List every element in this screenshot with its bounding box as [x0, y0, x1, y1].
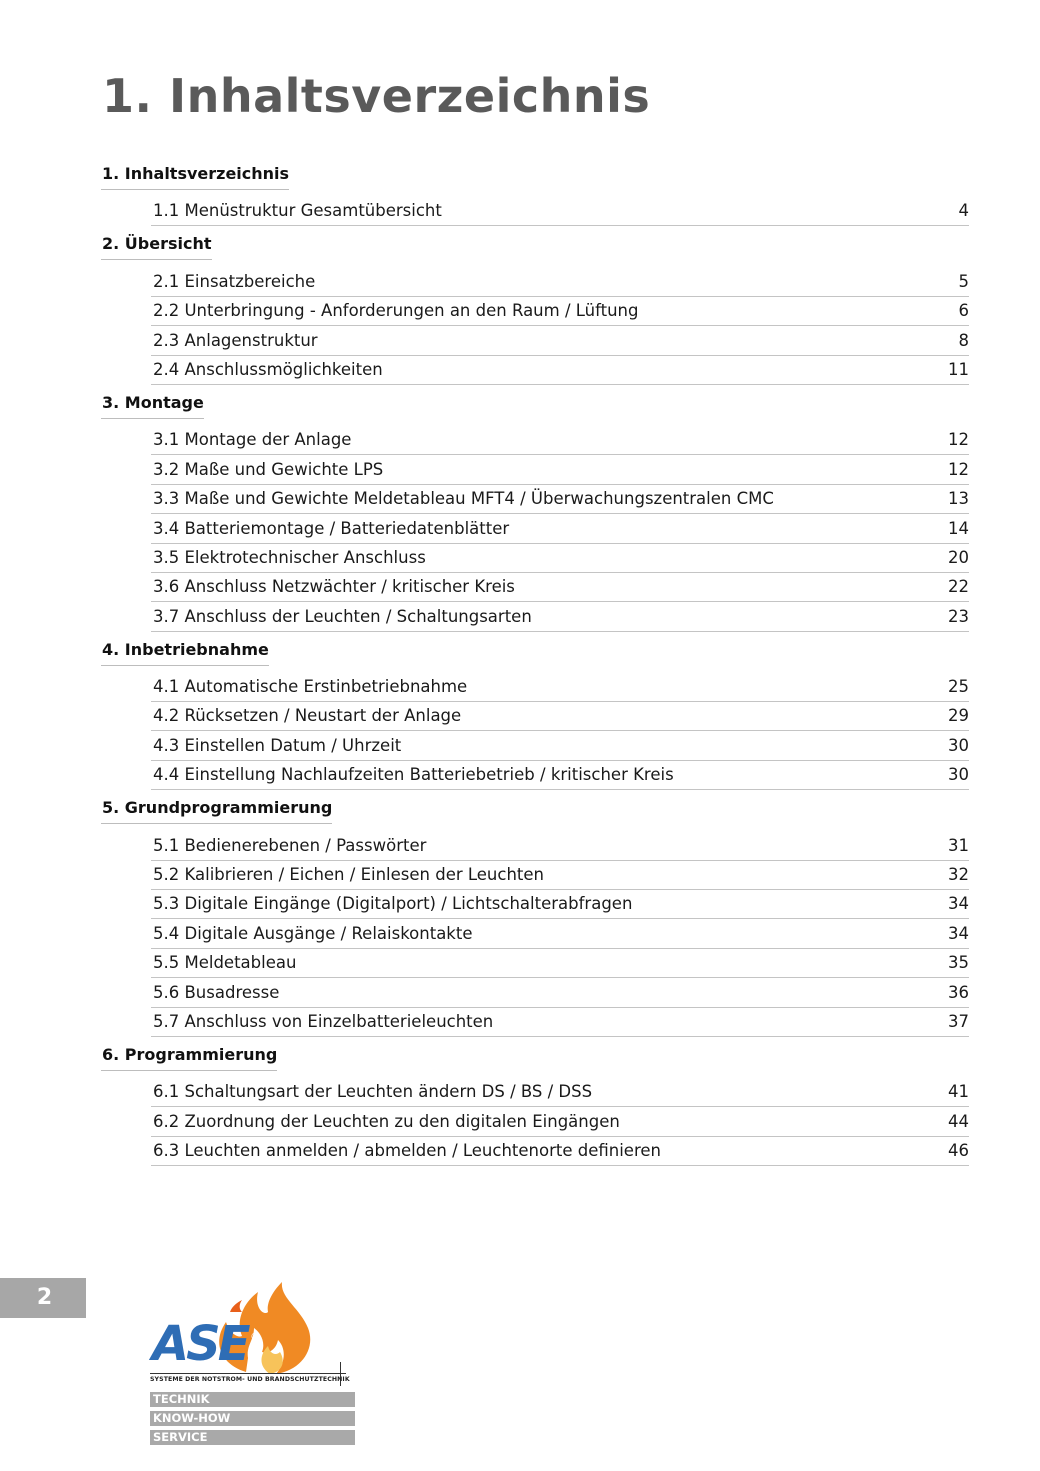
toc-entry-label: 5.1 Bedienerebenen / Passwörter [153, 835, 427, 855]
toc-entry-list [0, 426, 1040, 632]
toc-entry-label: 5.6 Busadresse [153, 982, 280, 1002]
toc-entry [151, 1078, 969, 1107]
toc-entry-page: 14 [948, 518, 969, 538]
section-heading: 5. Grundprogrammierung [101, 794, 332, 824]
toc-entry-label: 3.6 Anschluss Netzwächter / kritischer Kreis [153, 577, 515, 597]
toc-entry-page: 13 [948, 489, 969, 509]
toc-entry-list [0, 673, 1040, 791]
toc-entry-list [0, 1078, 1040, 1166]
toc-section [0, 389, 1040, 632]
toc-section [0, 636, 1040, 791]
toc-entry [151, 297, 969, 326]
toc-entry [151, 949, 969, 978]
toc-entry-page: 5 [958, 271, 969, 291]
toc-entry-label: 3.2 Maße und Gewichte LPS [153, 459, 384, 479]
logo-wordmark: ASE [152, 1316, 248, 1372]
logo-bar-service: SERVICE [150, 1430, 355, 1445]
logo-bars [150, 1392, 355, 1449]
toc-entry [151, 1107, 969, 1136]
toc-entry-page: 30 [948, 735, 969, 755]
toc-entry-page: 34 [948, 923, 969, 943]
toc-entry-page: 4 [958, 201, 969, 221]
toc-entry [151, 1137, 969, 1166]
toc-entry-page: 12 [948, 430, 969, 450]
toc-entry-label: 4.4 Einstellung Nachlaufzeiten Batteriebetrieb / kritischer Kreis [153, 765, 674, 785]
toc-entry-label: 4.2 Rücksetzen / Neustart der Anlage [153, 706, 462, 726]
toc-entry-label: 3.1 Montage der Anlage [153, 430, 352, 450]
toc-entry [151, 978, 969, 1007]
toc-entry-label: 5.3 Digitale Eingänge (Digitalport) / Lichtschalterabfragen [153, 894, 633, 914]
toc-entry [151, 455, 969, 484]
toc-entry-page: 12 [948, 459, 969, 479]
toc-entry-label: 5.5 Meldetableau [153, 953, 297, 973]
toc-entry-label: 5.4 Digitale Ausgänge / Relaiskontakte [153, 923, 473, 943]
toc-entry-page: 22 [948, 577, 969, 597]
toc-entry [151, 831, 969, 860]
toc-entry [151, 267, 969, 296]
ase-logo [150, 1282, 360, 1452]
toc-entry [151, 544, 969, 573]
toc-entry [151, 861, 969, 890]
toc-entry [151, 919, 969, 948]
toc-entry-label: 5.2 Kalibrieren / Eichen / Einlesen der Leuchten [153, 865, 544, 885]
toc-entry [151, 761, 969, 790]
page-number: 2 [36, 1285, 54, 1310]
section-heading: 4. Inbetriebnahme [101, 636, 269, 666]
logo-rule [150, 1373, 346, 1374]
section-heading: 6. Programmierung [101, 1041, 277, 1071]
toc-entry-label: 2.1 Einsatzbereiche [153, 271, 316, 291]
toc-entry-page: 37 [948, 1011, 969, 1031]
toc-entry [151, 197, 969, 226]
toc-entry-page: 31 [948, 835, 969, 855]
toc-entry-page: 8 [958, 330, 969, 350]
toc-entry-list [0, 831, 1040, 1037]
toc-entry [151, 702, 969, 731]
toc-entry-page: 35 [948, 953, 969, 973]
toc-section [0, 1041, 1040, 1166]
toc-entry-label: 4.3 Einstellen Datum / Uhrzeit [153, 735, 402, 755]
toc-entry [151, 426, 969, 455]
toc-entry-page: 20 [948, 547, 969, 567]
toc-entry-label: 2.2 Unterbringung - Anforderungen an den Raum / Lüftung [153, 301, 639, 321]
toc-entry-list [0, 267, 1040, 385]
toc-entry [151, 485, 969, 514]
toc-entry-page: 36 [948, 982, 969, 1002]
toc-entry-page: 34 [948, 894, 969, 914]
toc-entry [151, 326, 969, 355]
logo-bar-technik: TECHNIK [150, 1392, 355, 1407]
toc-entry-page: 46 [948, 1141, 969, 1161]
section-heading: 3. Montage [101, 389, 204, 419]
logo-tagline: SYSTEME DER NOTSTROM- UND BRANDSCHUTZTECHNIK [150, 1376, 350, 1383]
toc-entry [151, 514, 969, 543]
toc-entry-label: 6.1 Schaltungsart der Leuchten ändern DS / BS / DSS [153, 1082, 593, 1102]
toc-entry-page: 25 [948, 677, 969, 697]
toc-entry-label: 4.1 Automatische Erstinbetriebnahme [153, 677, 468, 697]
toc-entry-page: 29 [948, 706, 969, 726]
toc-entry-page: 30 [948, 765, 969, 785]
registered-mark: ® [250, 1330, 261, 1343]
toc-entry [151, 673, 969, 702]
toc-entry-page: 41 [948, 1082, 969, 1102]
logo-bar-know-how: KNOW-HOW [150, 1411, 355, 1426]
toc-entry-page: 44 [948, 1111, 969, 1131]
toc-section [0, 160, 1040, 226]
toc-entry-label: 3.5 Elektrotechnischer Anschluss [153, 547, 426, 567]
toc-entry [151, 1008, 969, 1037]
toc-entry-label: 1.1 Menüstruktur Gesamtübersicht [153, 201, 442, 221]
toc-entry-list [0, 197, 1040, 226]
section-heading: 1. Inhaltsverzeichnis [101, 160, 289, 190]
toc-entry-label: 2.3 Anlagenstruktur [153, 330, 318, 350]
toc-entry [151, 602, 969, 631]
toc-entry-label: 3.4 Batteriemontage / Batteriedatenblätter [153, 518, 510, 538]
toc-entry [151, 356, 969, 385]
toc-entry [151, 573, 969, 602]
toc-entry-label: 6.2 Zuordnung der Leuchten zu den digitalen Eingängen [153, 1111, 620, 1131]
page-number-badge [0, 1278, 86, 1318]
toc-entry-page: 6 [958, 301, 969, 321]
toc-entry-label: 6.3 Leuchten anmelden / abmelden / Leuchtenorte definieren [153, 1141, 661, 1161]
toc-entry-label: 5.7 Anschluss von Einzelbatterieleuchten [153, 1011, 494, 1031]
page-title: 1. Inhaltsverzeichnis [102, 69, 651, 123]
section-heading: 2. Übersicht [101, 230, 212, 260]
toc-entry [151, 890, 969, 919]
toc-section [0, 230, 1040, 385]
toc-entry [151, 731, 969, 760]
table-of-contents [0, 160, 1040, 1170]
toc-section [0, 794, 1040, 1037]
toc-entry-page: 11 [948, 359, 969, 379]
toc-entry-label: 3.3 Maße und Gewichte Meldetableau MFT4 / Überwachungszentralen CMC [153, 489, 774, 509]
toc-entry-label: 3.7 Anschluss der Leuchten / Schaltungsarten [153, 606, 532, 626]
toc-entry-page: 32 [948, 865, 969, 885]
toc-entry-label: 2.4 Anschlussmöglichkeiten [153, 359, 383, 379]
toc-entry-page: 23 [948, 606, 969, 626]
